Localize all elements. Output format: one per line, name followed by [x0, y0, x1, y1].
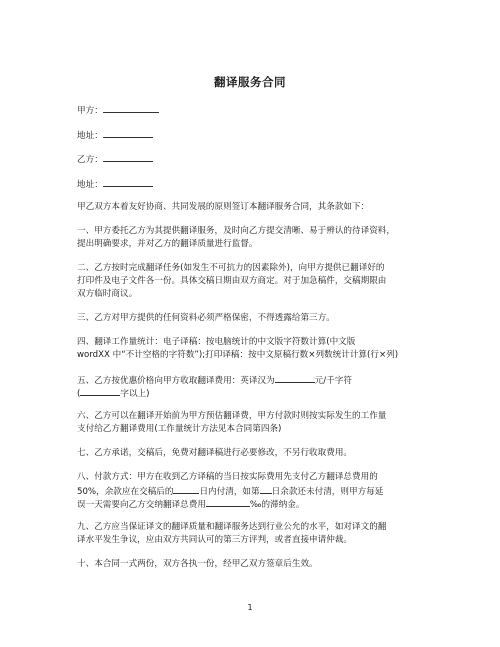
- clause8-line3: [77, 497, 304, 511]
- clause2-line2: 打印件及电子文件各一份。具体交稿日期由双方商定。对于加急稿件，交稿期限由: [77, 276, 387, 286]
- clause2-line3: 双方临时商议。: [77, 289, 138, 299]
- clause5-line1: [77, 373, 352, 387]
- overdue-day-blank: [260, 484, 272, 494]
- clause8-line2-prefix: 50%，余款应在交稿后的: [77, 487, 174, 497]
- clause7-line: 七、乙方承诺，交稿后，免费对翻译稿进行必要修改，不另行收取费用。: [77, 448, 353, 458]
- clause8-line2-suffix: 日余款还未付清，则甲方每延: [271, 487, 384, 497]
- min-chars-blank: [80, 386, 120, 396]
- clause8-line2-mid: 日内付清，如第: [199, 487, 260, 497]
- days-due-blank: [173, 484, 199, 494]
- address-b-label: 地址：: [77, 180, 103, 190]
- clause5-suffix: 元/千字符: [314, 376, 352, 386]
- rate-blank: [275, 373, 315, 383]
- clause5-prefix: 五、乙方按优惠价格向甲方收取翻译费用：英译汉为: [77, 376, 275, 386]
- party-b-blank: [103, 152, 153, 162]
- clause8-line2: [77, 484, 383, 498]
- clause5-line2-suffix: 字以上): [120, 389, 150, 399]
- page-number: 1: [247, 603, 253, 612]
- party-a-blank: [103, 103, 159, 113]
- clause5-line2: [77, 386, 150, 400]
- clause4-line1: 四、翻译工作量统计：电子译稿：按电脑统计的中文版字符数计算(中文版: [77, 337, 356, 347]
- party-a-line: [77, 103, 159, 117]
- party-a-label: 甲方：: [77, 106, 103, 116]
- clause6-line2: 支付给乙方翻译费用(工作量统计方法见本合同第四条): [77, 424, 282, 434]
- address-b-blank: [103, 177, 153, 187]
- party-b-line: [77, 152, 153, 166]
- address-a-line: [77, 128, 153, 142]
- clause2-line1: 二、乙方按时完成翻译任务(如发生不可抗力的因素除外)，向甲方提供已翻译好的: [77, 263, 385, 273]
- document-title: 翻译服务合同: [214, 75, 286, 89]
- clause9-line1: 九、乙方应当保证译文的翻译质量和翻译服务达到行业公允的水平，如对译文的翻: [77, 522, 387, 532]
- clause6-line1: 六、乙方可以在翻译开始前为甲方预估翻译费，甲方付款时则按实际发生的工作量: [77, 411, 387, 421]
- clause5-line2-prefix: (: [77, 389, 81, 399]
- clause1-line2: 提出明确要求，并对乙方的翻译质量进行监督。: [77, 239, 258, 249]
- clause10-line: 十、本合同一式两份，双方各执一份，经甲乙双方签章后生效。: [77, 559, 318, 569]
- clause8-line1: 八、付款方式：甲方在收到乙方译稿的当日按实际费用先支付乙方翻译总费用的: [77, 472, 378, 482]
- address-a-blank: [103, 128, 153, 138]
- late-fee-blank: [206, 497, 250, 507]
- clause1-line1: 一、甲方委托乙方为其提供翻译服务，及时向乙方提交清晰、易于辨认的待译资料，: [77, 226, 395, 236]
- address-b-line: [77, 177, 153, 191]
- party-b-label: 乙方：: [77, 155, 103, 165]
- clause9-line2: 译水平发生争议，应由双方共同认可的第三方评判，或者直接申请仲裁。: [77, 535, 353, 545]
- intro-text: 甲乙双方本着友好协商、共同发展的原则签订本翻译服务合同，其条款如下：: [77, 202, 370, 212]
- clause3-line: 三、乙方对甲方提供的任何资料必须严格保密，不得透露给第三方。: [77, 313, 335, 323]
- clause8-line3-suffix: ‰的滞纳金。: [249, 500, 305, 510]
- address-a-label: 地址：: [77, 131, 103, 141]
- clause8-line3-prefix: 误一天需要向乙方交纳翻译总费用: [77, 500, 206, 510]
- clause4-line2: wordXX 中“不计空格的字符数”);打印译稿：按中文原稿行数×列数统计计算(行×列): [77, 350, 399, 360]
